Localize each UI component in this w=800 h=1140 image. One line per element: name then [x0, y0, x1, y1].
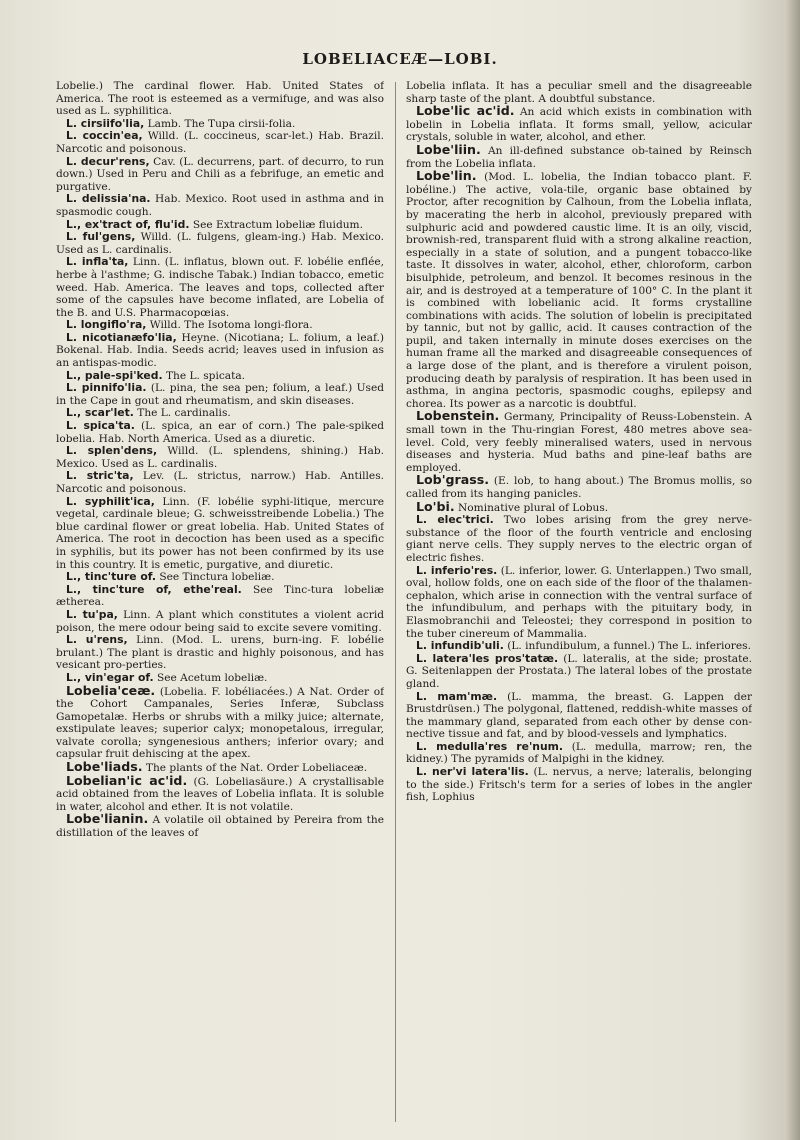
dictionary-entry — [406, 498, 752, 515]
dictionary-entry — [406, 514, 752, 564]
dictionary-entry — [56, 130, 384, 155]
entry-text: A volatile oil obtained by Pereira from the distillation of the leaves of — [56, 814, 384, 840]
dictionary-entry — [56, 584, 384, 609]
entry-headword: L. elec'trici. — [416, 513, 494, 527]
entry-headword: L. medulla'res re'num. — [416, 739, 563, 753]
dictionary-entry — [56, 634, 384, 672]
entry-headword: L. inferio'res. — [416, 563, 498, 577]
entry-headword: Lobe'lic ac'id. — [416, 103, 515, 119]
entry-headword: L., pale-spi'ked. — [66, 368, 163, 382]
dictionary-entry — [406, 691, 752, 741]
entry-text: Hab. Mexico. Root used in asthma and in spasmodic cough. — [56, 193, 384, 218]
entry-headword: Lobelia'ceæ. — [66, 682, 156, 698]
entry-headword: L. ner'vi latera'lis. — [416, 765, 529, 779]
dictionary-entry — [406, 741, 752, 766]
dictionary-entry — [406, 141, 752, 170]
dictionary-entry — [406, 766, 752, 804]
dictionary-entry — [56, 256, 384, 319]
dictionary-entry — [56, 332, 384, 370]
dictionary-entry — [56, 420, 384, 445]
entry-text: Willd. (L. coccineus, scar-let.) Hab. Brazil. Narcotic and poisonous. — [56, 130, 384, 155]
entry-headword: L. ful'gens, — [66, 230, 136, 244]
entry-text: See Extractum lobeliæ fluidum. — [192, 218, 363, 231]
entry-text: Lamb. The Tupa cirsii-folia. — [147, 117, 296, 130]
entry-headword: Lobe'lin. — [416, 168, 477, 184]
entry-text: (G. Lobeliasäure.) A crystallisable acid obtained from the leaves of Lobelia inflata. It is soluble in water, alcohol and ether. It is not volatile. — [56, 775, 384, 813]
entry-headword: Lob'grass. — [416, 472, 490, 488]
entry-headword: L. infla'ta, — [66, 255, 129, 269]
entry-headword: L. spica'ta. — [66, 419, 135, 433]
entry-text: An acid which exists in combination with lobelin in Lobelia inflata. It forms small, yellow, acicular crystals, soluble in water, alcohol, and ether. — [406, 106, 752, 144]
entry-headword: L. longiflo'ra, — [66, 318, 147, 332]
dictionary-entry — [406, 565, 752, 641]
page-edge — [786, 0, 800, 1140]
entry-text: (L. pina, the sea pen; folium, a leaf.) Used in the Cape in gout and rheumatism, and skin diseases. — [56, 382, 384, 407]
entry-headword: L., scar'let. — [66, 406, 134, 420]
entry-headword: L. infundib'uli. — [416, 639, 504, 653]
entry-headword: L., tinc'ture of. — [66, 570, 156, 584]
dictionary-entry — [56, 609, 384, 634]
entry-headword: L. coccin'ea, — [66, 129, 143, 143]
column-divider — [395, 82, 396, 1122]
entry-headword: Lo'bi. — [416, 498, 455, 514]
entry-text: Willd. The Isotoma longi-flora. — [149, 319, 313, 332]
entry-headword: L. delissia'na. — [66, 192, 151, 206]
dictionary-entry — [56, 80, 384, 118]
dictionary-entry — [56, 445, 384, 470]
entry-headword: Lobe'liin. — [416, 141, 481, 157]
dictionary-entry — [406, 170, 752, 410]
dictionary-entry — [56, 231, 384, 256]
entry-text: An ill-defined substance ob-tained by Reinsch from the Lobelia inflata. — [406, 144, 752, 170]
entry-text: Linn. (Mod. L. urens, burn-ing. F. lobélie brulant.) The plant is drastic and highly poisonous, and has vesicant pro-perties. — [56, 634, 384, 672]
entry-headword: L. mam'mæ. — [416, 689, 498, 703]
dictionary-entry — [56, 382, 384, 407]
dictionary-entry — [406, 80, 752, 105]
dictionary-entry — [56, 813, 384, 839]
entry-text: Cav. (L. decurrens, part. of decurro, to run down.) Used in Peru and Chili as a febrifuge, an emetic and purgative. — [56, 155, 384, 193]
dictionary-entry — [56, 496, 384, 572]
entry-headword: L. latera'les pros'tatæ. — [416, 651, 559, 665]
entry-headword: L. pinnifo'lia. — [66, 381, 147, 395]
dictionary-entry — [406, 410, 752, 474]
entry-text: Willd. (L. splendens, shining.) Hab. Mexico. Used as L. cardinalis. — [56, 445, 384, 470]
entry-text: (L. lateralis, at the side; prostate. G. Seitenlappen der Prostata.) The lateral lobes of the prostate gland. — [406, 652, 752, 690]
dictionary-entry — [56, 470, 384, 495]
entry-text: See Tinc-tura lobeliæ ætherea. — [56, 583, 384, 609]
entry-text: The plants of the Nat. Order Lobeliaceæ. — [145, 762, 368, 775]
entry-headword: Lobelian'ic ac'id. — [66, 772, 188, 788]
left-column — [56, 80, 384, 1130]
entry-headword: L. cirsiifo'lia, — [66, 116, 145, 130]
entry-headword: L. decur'rens, — [66, 154, 150, 168]
entry-text: (Lobelia. F. lobéliacées.) A Nat. Order of the Cohort Campanales, Series Inferæ, Subclass Gamopetalæ. Herbs or shrubs with a milky juice; alternate, exstipulate leaves; superior calyx; monopetalous, irregular, valvate corolla; syngenesious anthers; inferior ovary; and capsular fruit dehiscing at the apex. — [56, 685, 384, 761]
entry-headword: L., vin'egar of. — [66, 670, 154, 684]
entry-text: (L. medulla, marrow; ren, the kidney.) The pyramids of Malpighi in the kidney. — [406, 740, 752, 766]
entry-text: Two lobes arising from the grey nerve-substance of the floor of the fourth ventricle and enclosing giant nerve cells. They supply nerves to the electric organ of electric fishes. — [406, 514, 752, 564]
dictionary-entry — [406, 105, 752, 144]
entry-headword: Lobe'liads. — [66, 759, 143, 775]
entry-headword: L., tinc'ture of, ethe'real. — [66, 582, 242, 596]
entry-headword: Lobenstein. — [416, 408, 500, 424]
dictionary-entry — [56, 193, 384, 218]
entry-text: The L. spicata. — [165, 369, 246, 382]
entry-text: Willd. (L. fulgens, gleam-ing.) Hab. Mexico. Used as L. cardinalis. — [56, 231, 384, 256]
entry-text: Nominative plural of Lobus. — [458, 501, 609, 514]
entry-text: See Acetum lobeliæ. — [157, 671, 268, 684]
entry-text: Lobelie.) The cardinal flower. Hab. United States of America. The root is esteemed as a vermifuge, and was also used as L. syphilitica. — [56, 80, 384, 118]
entry-text: (Mod. L. lobelia, the Indian tobacco plant. F. lobéline.) The active, vola-tile, organic base obtained by Proctor, after recognition by Calhoun, from the Lobelia inflata, by macerating the herb in alcohol, previously prepared with sulphuric acid and powdered caustic lime. It is an oily, viscid, brownish-red, transparent fluid with a strong alkaline reaction, especially in a state of solution, and a pungent tobacco-like taste. It dissolves in water, alcohol, ether, chloroform, carbon bisulphide, petroleum, and benzol. It becomes resinous in the air, and is destroyed at a temperature of 100° C. In the plant it is combined with lobelianic acid. It forms crystalline combinations with acids. The solution of lobelin is precipitated by tannic, but not by gallic, acid. It causes contraction of the pupil, and taken internally in minute doses exercises on the human frame all the marked and disagreeable consequences of a large dose of the plant, and is therefore a virulent poison, producing death by paralysis of respiration. It has been used in asthma, in angina pectoris, spasmodic coughs, epilepsy and chorea. Its power as a narcotic is doubtful. — [406, 171, 752, 410]
right-column — [406, 80, 752, 1130]
entry-text: Germany, Principality of Reuss-Lobenstein. A small town in the Thu-ringian Forest, 480 metres above sea-level. Cold, very feebly mineralised waters, used in nervous diseases and hysteria. Mud baths and pine-leaf baths are employed. — [406, 411, 752, 474]
entry-headword: L. splen'dens, — [66, 444, 158, 458]
entry-text: (L. mamma, the breast. G. Lappen der Brustdrüsen.) The polygonal, flattened, reddish-white masses of the mammary gland, separated from each other by dense con-nective tissue and fat, and by blood-vessels and lymphatics. — [406, 690, 752, 741]
entry-text: Linn. (L. inflatus, blown out. F. lobélie enflée, herbe à l'asthme; G. indische Tabak.) Indian tobacco, emetic weed. Hab. America. The leaves and tops, collected after some of the capsules have become inflated, are Lobelia of the B. and U.S. Pharmacopœias. — [56, 256, 384, 319]
dictionary-entry — [406, 653, 752, 691]
entry-text: Lev. (L. strictus, narrow.) Hab. Antilles. Narcotic and poisonous. — [56, 470, 384, 495]
entry-headword: L. u'rens, — [66, 633, 128, 647]
entry-text: Linn. (F. lobélie syphi-litique, mercure vegetal, cardinale bleue; G. schweisstreibende Lobelia.) The blue cardinal flower or great lobelia. Hab. United States of America. The root in decoction has been used as a specific in syphilis, but its power has not been confirmed by its use in this country. It is emetic, purgative, and diuretic. — [56, 495, 384, 571]
entry-text: (L. infundibulum, a funnel.) The L. inferiores. — [507, 640, 751, 653]
entry-text: (L. spica, an ear of corn.) The pale-spiked lobelia. Hab. North America. Used as a diuretic. — [56, 420, 384, 445]
entry-headword: L. syphilit'ica, — [66, 494, 155, 508]
dictionary-entry — [56, 772, 384, 814]
entry-text: (E. lob, to hang about.) The Bromus mollis, so called from its hanging panicles. — [406, 475, 752, 500]
entry-headword: L. nicotianæfo'lia, — [66, 330, 177, 344]
entry-text: (L. inferior, lower. G. Unterlappen.) Two small, oval, hollow folds, one on each side of the floor of the thalamen-cephalon, which arise in connection with the ventral surface of the infundibulum, and perhaps with the pituitary body, in Elasmobranchii and Teleostei; they correspond in position to the tuber cinereum of Mammalia. — [406, 564, 752, 640]
entry-headword: Lobe'lianin. — [66, 811, 149, 827]
dictionary-entry — [406, 474, 752, 500]
entry-headword: L., ex'tract of, flu'id. — [66, 217, 190, 231]
entry-text: Linn. A plant which constitutes a violent acrid poison, the mere odour being said to excite severe vomiting. — [56, 608, 384, 634]
entry-text: Heyne. (Nicotiana; L. folium, a leaf.) Bokenal. Hab. India. Seeds acrid; leaves used in infusion as an antispas-modic. — [56, 331, 384, 370]
entry-text: Lobelia inflata. It has a peculiar smell and the disagreeable sharp taste of the plant. A doubtful substance. — [406, 80, 752, 105]
entry-headword: L. tu'pa, — [66, 607, 118, 621]
entry-text: The L. cardinalis. — [137, 407, 231, 420]
running-head: LOBELIACEÆ—LOBI. — [302, 50, 498, 68]
entry-headword: L. stric'ta, — [66, 469, 134, 483]
dictionary-entry — [56, 156, 384, 194]
entry-text: (L. nervus, a nerve; lateralis, belonging to the side.) Fritsch's term for a series of lobes in the angler fish, Lophius — [406, 766, 752, 804]
entry-text: See Tinctura lobeliæ. — [159, 571, 275, 584]
dictionary-entry — [56, 682, 384, 762]
